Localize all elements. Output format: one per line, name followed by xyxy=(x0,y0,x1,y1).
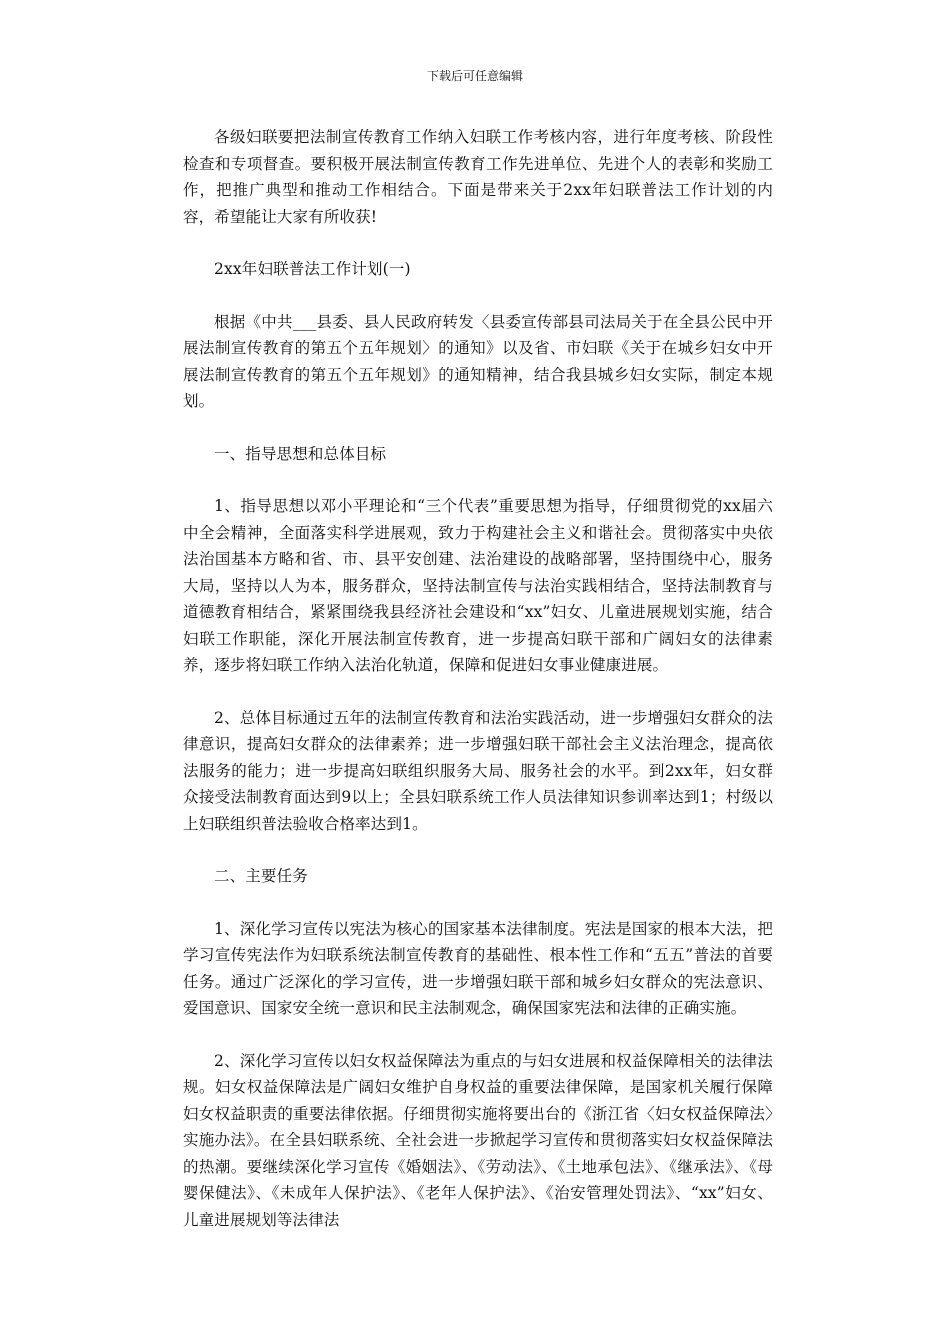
basis-paragraph: 根据《中共___县委、县人民政府转发〈县委宣传部县司法局关于在全县公民中开展法制宣传教育的第五个五年规划〉的通知》以及省、市妇联《关于在城乡妇女中开展法制宣传教育的第五个五年规划》的通知精神，结合我县城乡妇女实际，制定本规划。 xyxy=(183,312,773,410)
overall-goal-paragraph: 2、总体目标通过五年的法制宣传教育和法治实践活动，进一步增强妇女群众的法律意识，提高妇女群众的法律素养；进一步增强妇联干部社会主义法治理念，提高依法服务的能力；进一步提高妇联组织服务大局、服务社会的水平。到2xx年，妇女群众接受法制教育面达到9以上；全县妇联系统工作人员法律知识参训率达到1；村级以上妇联组织普法验收合格率达到1。 xyxy=(183,708,773,833)
document-body xyxy=(183,124,773,1259)
task-2-paragraph: 2、深化学习宣传以妇女权益保障法为重点的与妇女进展和权益保障相关的法律法规。妇女权益保障法是广阔妇女维护自身权益的重要法律保障，是国家机关履行保障妇女权益职责的重要法律依据。仔细贯彻实施将要出台的《浙江省〈妇女权益保障法〉实施办法》。在全县妇联系统、全社会进一步掀起学习宣传和贯彻落实妇女权益保障法的热潮。要继续深化学习宣传《婚姻法》、《劳动法》、《土地承包法》、《继承法》、《母婴保健法》、《未成年人保护法》、《老年人保护法》、《治安管理处罚法》、“xx”妇女、儿童进展规划等法律法 xyxy=(183,1051,773,1229)
guiding-ideology-paragraph: 1、指导思想以邓小平理论和“三个代表”重要思想为指导，仔细贯彻党的xx届六中全会精神，全面落实科学进展观，致力于构建社会主义和谐社会。贯彻落实中央依法治国基本方略和省、市、县平安创建、法治建设的战略部署，坚持围绕中心，服务大局，坚持以人为本，服务群众，坚持法制宣传与法治实践相结合，坚持法制教育与道德教育相结合，紧紧围绕我县经济社会建设和“xx”妇女、儿童进展规划实施，结合妇联工作职能，深化开展法制宣传教育，进一步提高妇联干部和广阔妇女的法律素养，逐步将妇联工作纳入法治化轨道，保障和促进妇女事业健康进展。 xyxy=(183,497,773,674)
download-note: 下载后可任意编辑 xyxy=(426,69,523,83)
section-2-heading: 二、主要任务 xyxy=(214,867,308,885)
intro-paragraph: 各级妇联要把法制宣传教育工作纳入妇联工作考核内容，进行年度考核、阶段性检查和专项督查。要积极开展法制宣传教育工作先进单位、先进个人的表彰和奖励工作，把推广典型和推动工作相结合。下面是带来关于2xx年妇联普法工作计划的内容，希望能让大家有所收获! xyxy=(183,128,773,226)
section-1-heading: 一、指导思想和总体目标 xyxy=(214,444,387,463)
plan-title: 2xx年妇联普法工作计划(一) xyxy=(214,260,411,278)
task-1-paragraph: 1、深化学习宣传以宪法为核心的国家基本法律制度。宪法是国家的根本大法，把学习宣传宪法作为妇联系统法制宣传教育的基础性、根本性工作和“五五”普法的首要任务。通过广泛深化的学习宣传，进一步增强妇联干部和城乡妇女群众的宪法意识、爱国意识、国家安全统一意识和民主法制观念，确保国家宪法和法律的正确实施。 xyxy=(183,919,773,1017)
